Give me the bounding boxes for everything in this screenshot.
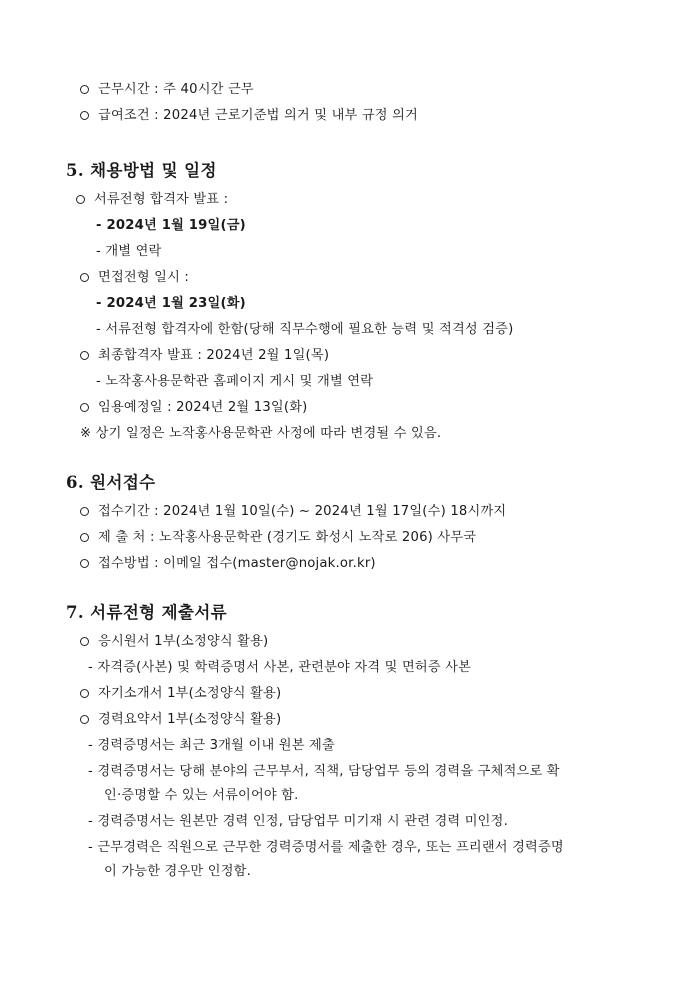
section-heading-7: 7. 서류전형 제출서류 <box>66 603 228 622</box>
dash-final-notice: - 노작홍사용문학관 홈페이지 게시 및 개별 연락 <box>96 374 374 389</box>
dash-career-cert-recent: - 경력증명서는 최근 3개월 이내 원본 제출 <box>88 738 335 753</box>
bullet-career-summary: 경력요약서 1부(소정양식 활용) <box>80 710 281 730</box>
dash-individual-contact: - 개별 연락 <box>96 244 162 259</box>
dash-career-cert-detail: - 경력증명서는 당해 분야의 근무부서, 직책, 담당업무 등의 경력을 구체적으로 확 <box>88 764 560 779</box>
dash-interview-note: - 서류전형 합격자에 한함(당해 직무수행에 필요한 능력 및 적격성 검증) <box>96 322 514 337</box>
bullet-appointment: 임용예정일 : 2024년 2월 13일(화) <box>80 398 307 418</box>
circle-bullet-icon <box>80 637 89 646</box>
bullet-submission-method: 접수방법 : 이메일 접수(master@nojak.or.kr) <box>80 554 376 574</box>
bullet-interview: 면접전형 일시 : <box>80 268 189 288</box>
circle-bullet-icon <box>80 533 89 542</box>
circle-bullet-icon <box>80 111 89 120</box>
circle-bullet-icon <box>80 715 89 724</box>
bullet-application: 응시원서 1부(소정양식 활용) <box>80 632 268 652</box>
bullet-work-hours: 근무시간 : 주 40시간 근무 <box>80 80 254 100</box>
circle-bullet-icon <box>80 351 89 360</box>
dash-career-cert-original: - 경력증명서는 원본만 경력 인정, 담당업무 미기재 시 관련 경력 미인정. <box>88 814 508 829</box>
schedule-note: ※ 상기 일정은 노작홍사용문학관 사정에 따라 변경될 수 있음. <box>80 426 442 441</box>
circle-bullet-icon <box>80 689 89 698</box>
bullet-document-result: 서류전형 합격자 발표 : <box>76 190 228 210</box>
bullet-final-result: 최종합격자 발표 : 2024년 2월 1일(목) <box>80 346 329 366</box>
dash-career-freelance-cont: 이 가능한 경우만 인정함. <box>104 864 251 879</box>
circle-bullet-icon <box>80 507 89 516</box>
circle-bullet-icon <box>80 403 89 412</box>
dash-career-freelance: - 근무경력은 직원으로 근무한 경력증명서를 제출한 경우, 또는 프리랜서 경력증명 <box>88 840 564 855</box>
section-heading-5: 5. 채용방법 및 일정 <box>66 161 217 180</box>
circle-bullet-icon <box>80 85 89 94</box>
dash-certificates: - 자격증(사본) 및 학력증명서 사본, 관련분야 자격 및 면허증 사본 <box>88 660 472 675</box>
circle-bullet-icon <box>80 273 89 282</box>
circle-bullet-icon <box>80 559 89 568</box>
dash-career-cert-detail-cont: 인·증명할 수 있는 서류이어야 함. <box>104 788 299 803</box>
circle-bullet-icon <box>76 195 85 204</box>
bullet-submission-place: 제 출 처 : 노작홍사용문학관 (경기도 화성시 노작로 206) 사무국 <box>80 528 476 548</box>
bullet-period: 접수기간 : 2024년 1월 10일(수) ~ 2024년 1월 17일(수) 18시까지 <box>80 502 506 522</box>
section-heading-6: 6. 원서접수 <box>66 473 156 492</box>
dash-interview-date: - 2024년 1월 23일(화) <box>96 296 246 311</box>
bullet-salary: 급여조건 : 2024년 근로기준법 의거 및 내부 규정 의거 <box>80 106 418 126</box>
dash-document-date: - 2024년 1월 19일(금) <box>96 218 246 233</box>
bullet-self-intro: 자기소개서 1부(소정양식 활용) <box>80 684 281 704</box>
